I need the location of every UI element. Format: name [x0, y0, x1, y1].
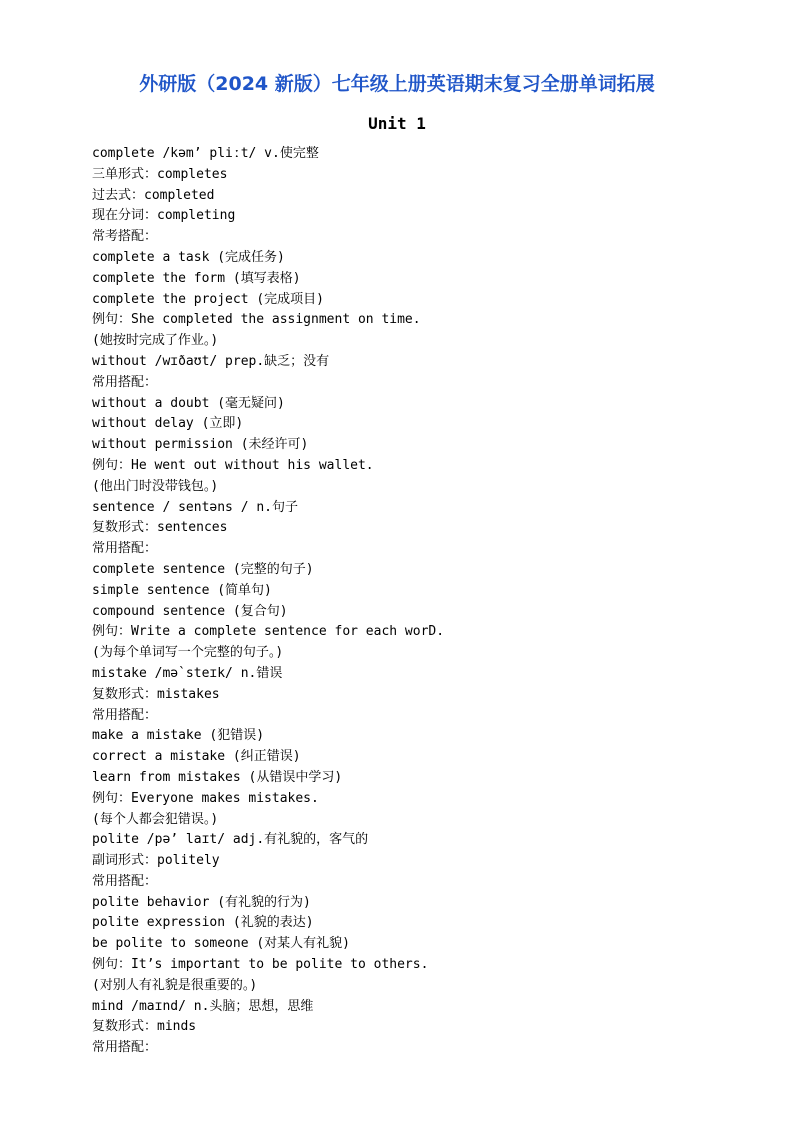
vocabulary-line: sentence / sentəns / n.句子: [92, 499, 299, 515]
vocabulary-line: 现在分词：completing: [92, 208, 236, 224]
vocabulary-line: (对别人有礼貌是很重要的。): [92, 977, 258, 993]
vocabulary-line: mistake /mə`steɪk/ n.错误: [92, 665, 283, 681]
vocabulary-line: without delay (立即): [92, 416, 244, 432]
vocabulary-line: correct a mistake (纠正错误): [92, 749, 301, 765]
vocabulary-line: polite expression (礼貌的表达): [92, 915, 314, 931]
vocabulary-line: 例句：She completed the assignment on time.: [92, 312, 421, 328]
vocabulary-line: be polite to someone (对某人有礼貌): [92, 936, 351, 952]
vocabulary-line: without /wɪðaʊt/ prep.缺乏；没有: [92, 353, 330, 369]
vocabulary-line: learn from mistakes (从错误中学习): [92, 769, 343, 785]
vocabulary-line: 三单形式：completes: [92, 166, 228, 182]
vocabulary-line: 例句：It’s important to be polite to others.: [92, 957, 429, 973]
vocabulary-line: complete the project (完成项目): [92, 291, 325, 307]
vocabulary-line: 例句：He went out without his wallet.: [92, 457, 374, 473]
vocabulary-line: 常用搭配：: [92, 374, 158, 390]
vocabulary-line: without a doubt (毫无疑问): [92, 395, 285, 411]
vocabulary-line: make a mistake (犯错误): [92, 728, 265, 744]
vocabulary-line: (他出门时没带钱包。): [92, 478, 219, 494]
vocabulary-line: 常用搭配：: [92, 707, 158, 723]
vocabulary-line: 常用搭配：: [92, 541, 158, 557]
vocabulary-line: complete /kəm’ pliːt/ v.使完整: [92, 146, 319, 161]
vocabulary-line: 常用搭配：: [92, 873, 158, 889]
vocabulary-line: (她按时完成了作业。): [92, 333, 219, 349]
vocabulary-line: simple sentence (简单句): [92, 582, 272, 598]
vocabulary-line: mind /maɪnd/ n.头脑；思想，思维: [92, 998, 314, 1014]
vocabulary-line: 过去式：completed: [92, 187, 215, 203]
unit-heading: Unit 1: [368, 114, 426, 133]
vocabulary-line: 常考搭配：: [92, 229, 158, 245]
vocabulary-line: (每个人都会犯错误。): [92, 811, 219, 827]
vocabulary-line: polite behavior (有礼貌的行为): [92, 894, 311, 910]
vocabulary-line: complete a task (完成任务): [92, 249, 285, 265]
vocabulary-line: 复数形式：mistakes: [92, 686, 220, 702]
vocabulary-line: 复数形式：sentences: [92, 520, 228, 536]
document-title: 外研版（2024 新版）七年级上册英语期末复习全册单词拓展: [139, 73, 655, 95]
vocabulary-line: complete sentence (完整的句子): [92, 561, 314, 577]
vocabulary-line: without permission (未经许可): [92, 437, 309, 453]
vocabulary-line: 例句：Write a complete sentence for each worD.: [92, 624, 445, 640]
vocabulary-line: 副词形式：politely: [92, 853, 220, 869]
vocabulary-line: 复数形式：minds: [92, 1019, 197, 1035]
vocabulary-line: complete the form (填写表格): [92, 270, 301, 286]
vocabulary-line: polite /pə’ laɪt/ adj.有礼貌的，客气的: [92, 832, 369, 848]
vocabulary-list: [92, 144, 752, 1059]
vocabulary-line: compound sentence (复合句): [92, 603, 288, 619]
vocabulary-line: 例句：Everyone makes mistakes.: [92, 790, 319, 806]
vocabulary-line: 常用搭配：: [92, 1040, 158, 1056]
vocabulary-line: (为每个单词写一个完整的句子。): [92, 645, 284, 661]
